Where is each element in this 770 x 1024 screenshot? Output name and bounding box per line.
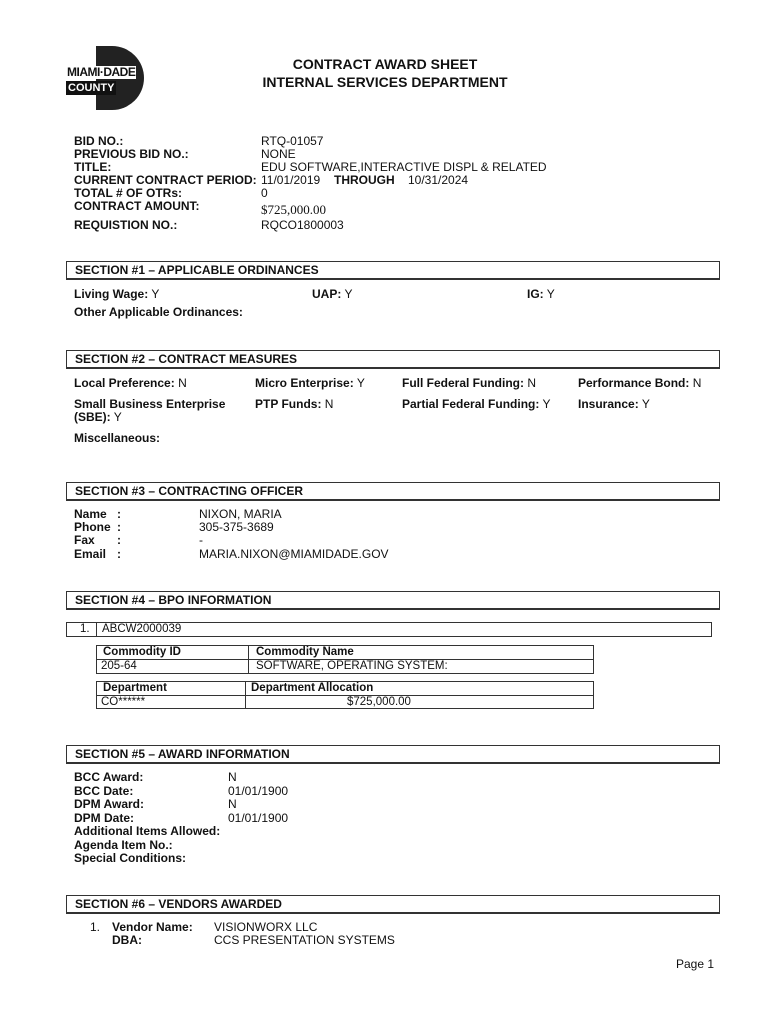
section-5-heading: SECTION #5 – AWARD INFORMATION [66,745,720,764]
bid-no-value: RTQ-01057 [261,134,324,148]
dba-value: CCS PRESENTATION SYSTEMS [214,933,395,947]
miscellaneous-label: Miscellaneous: [74,431,161,445]
special-conditions-label: Special Conditions: [74,851,187,865]
bcc-award-label: BCC Award: [74,770,144,784]
living-wage-value: Y [151,287,160,301]
period-end-value: 10/31/2024 [408,173,469,187]
otr-label: TOTAL # OF OTRs: [74,186,183,200]
department-title: INTERNAL SERVICES DEPARTMENT [262,74,508,90]
officer-name-label: Name [74,507,107,521]
micro-enterprise-label: Micro Enterprise: [255,376,354,390]
department-header: Department [103,682,167,694]
full-federal-funding-value: N [527,376,537,390]
logo-text-county: COUNTY [68,82,115,94]
miami-dade-logo [66,46,144,110]
department-allocation-value: $725,000.00 [347,696,411,708]
ptp-funds-field [255,398,333,411]
ig-field [527,288,555,301]
previous-bid-value: NONE [261,147,296,161]
commodity-id-header: Commodity ID [103,646,181,658]
micro-enterprise-value: Y [356,376,365,390]
contract-amount-value: $725,000.00 [261,202,326,217]
bpo-item-number: 1. [80,623,90,635]
dpm-date-value: 01/01/1900 [228,811,289,825]
uap-label: UAP: [312,287,342,301]
uap-field [312,288,352,301]
department-value: CO****** [101,696,146,708]
section-4-heading: SECTION #4 – BPO INFORMATION [66,591,720,610]
full-federal-funding-field [402,377,536,390]
department-allocation-header: Department Allocation [251,682,374,694]
ptp-funds-value: N [324,397,334,411]
through-label: THROUGH [334,173,395,187]
title-label: TITLE: [74,160,112,174]
officer-name-value: NIXON, MARIA [199,507,282,521]
local-preference-field [74,377,187,390]
section-2-heading: SECTION #2 – CONTRACT MEASURES [66,350,720,369]
dpm-date-label: DPM Date: [74,811,135,825]
performance-bond-label: Performance Bond: [578,376,690,390]
partial-federal-funding-value: Y [542,397,551,411]
vendor-name-label: Vendor Name: [112,920,193,934]
insurance-label: Insurance: [578,397,639,411]
section-3-heading: SECTION #3 – CONTRACTING OFFICER [66,482,720,501]
department-table-rule [96,695,594,696]
insurance-field [578,398,650,411]
colon: : [117,533,121,547]
requisition-label: REQUISTION NO.: [74,218,178,232]
agenda-item-label: Agenda Item No.: [74,838,173,852]
previous-bid-label: PREVIOUS BID NO.: [74,147,189,161]
full-federal-funding-label: Full Federal Funding: [402,376,524,390]
uap-value: Y [344,287,353,301]
additional-items-label: Additional Items Allowed: [74,824,221,838]
bpo-number: ABCW2000039 [102,623,182,635]
partial-federal-funding-label: Partial Federal Funding: [402,397,540,411]
officer-phone-value: 305-375-3689 [199,520,274,534]
ig-value: Y [546,287,555,301]
performance-bond-field [578,377,701,390]
dpm-award-value: N [228,797,237,811]
living-wage-field [74,288,159,301]
sbe-value: Y [113,410,122,424]
ig-label: IG: [527,287,544,301]
officer-email-value: MARIA.NIXON@MIAMIDADE.GOV [199,547,389,561]
commodity-name-value: SOFTWARE, OPERATING SYSTEM: [256,660,448,672]
officer-phone-label: Phone [74,520,111,534]
otr-value: 0 [261,186,268,200]
vendor-name-value: VISIONWORX LLC [214,920,318,934]
section-1-heading: SECTION #1 – APPLICABLE ORDINANCES [66,261,720,280]
commodity-id-value: 205-64 [101,660,137,672]
officer-fax-label: Fax [74,533,95,547]
document-title: CONTRACT AWARD SHEET [292,56,478,72]
bcc-date-label: BCC Date: [74,784,134,798]
commodity-name-header: Commodity Name [256,646,354,658]
contract-amount-label: CONTRACT AMOUNT: [74,199,200,213]
dpm-award-label: DPM Award: [74,797,145,811]
logo-text-miami-dade: MIAMI·DADE [67,65,136,79]
colon: : [117,507,121,521]
officer-fax-value: - [199,533,203,547]
bid-no-label: BID NO.: [74,134,124,148]
local-preference-value: N [178,376,187,390]
requisition-value: RQCO1800003 [261,218,344,232]
colon: : [117,547,121,561]
living-wage-label: Living Wage: [74,287,149,301]
sbe-label-line1: Small Business Enterprise [74,397,226,411]
contract-period-label: CURRENT CONTRACT PERIOD: [74,173,257,187]
page-number: Page 1 [676,957,715,971]
insurance-value: Y [641,397,650,411]
bcc-date-value: 01/01/1900 [228,784,289,798]
section-6-heading: SECTION #6 – VENDORS AWARDED [66,895,720,914]
partial-federal-funding-field [402,398,551,411]
period-start-value: 11/01/2019 [261,173,321,187]
colon: : [117,520,121,534]
bpo-row-divider [96,622,97,637]
officer-email-label: Email [74,547,107,561]
local-preference-label: Local Preference: [74,376,175,390]
sbe-label-line2: (SBE): [74,410,111,424]
other-ordinances-label: Other Applicable Ordinances: [74,305,243,319]
title-value: EDU SOFTWARE,INTERACTIVE DISPL & RELATED [261,160,547,174]
dba-label: DBA: [112,933,142,947]
ptp-funds-label: PTP Funds: [255,397,322,411]
bcc-award-value: N [228,770,237,784]
vendor-item-number: 1. [90,920,101,934]
micro-enterprise-field [255,377,365,390]
sbe-field [74,411,122,424]
performance-bond-value: N [692,376,702,390]
